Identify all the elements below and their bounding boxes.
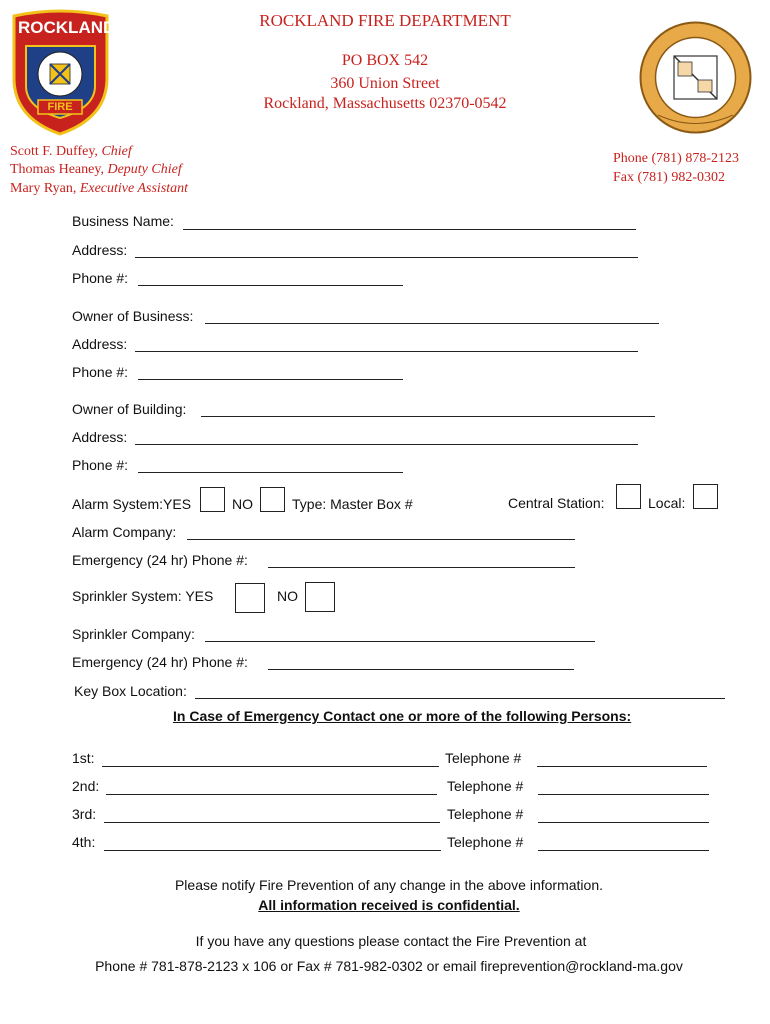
contact-2-name-field[interactable] xyxy=(106,794,437,795)
contact-3-name-field[interactable] xyxy=(104,822,440,823)
type-master-box-label: Type: Master Box # xyxy=(292,496,413,512)
alarm-emergency-phone-field[interactable] xyxy=(268,567,575,568)
contact-4-name-field[interactable] xyxy=(104,850,441,851)
owner-business-address-field[interactable] xyxy=(135,351,638,352)
po-box: PO BOX 542 xyxy=(341,52,429,69)
contact-2-label: 2nd: xyxy=(72,778,100,794)
alarm-system-label: Alarm System:YES xyxy=(72,496,192,512)
business-phone-label: Phone #: xyxy=(72,270,129,286)
confidential-text: All information received is confidential. xyxy=(258,897,520,913)
business-name-label: Business Name: xyxy=(72,213,174,229)
local-checkbox[interactable] xyxy=(693,484,718,509)
alarm-no-label: NO xyxy=(232,496,253,512)
sprinkler-no-checkbox[interactable] xyxy=(305,582,335,612)
owner-building-phone-label: Phone #: xyxy=(72,457,129,473)
contact-1-telephone-field[interactable] xyxy=(537,766,707,767)
owner-building-field[interactable] xyxy=(201,416,655,417)
central-station-label: Central Station: xyxy=(508,495,605,511)
sprinkler-company-field[interactable] xyxy=(205,641,595,642)
owner-building-label: Owner of Building: xyxy=(72,401,187,417)
owner-building-phone-field[interactable] xyxy=(138,472,403,473)
contact-2-telephone-label: Telephone # xyxy=(447,778,524,794)
key-box-location-label: Key Box Location: xyxy=(74,683,187,699)
contact-1-telephone-label: Telephone # xyxy=(445,750,522,766)
alarm-company-field[interactable] xyxy=(187,539,575,540)
sprinkler-no-label: NO xyxy=(277,588,298,604)
contact-4-telephone-label: Telephone # xyxy=(447,834,524,850)
logo-bottom-text: FIRE xyxy=(47,101,73,113)
street-address: 360 Union Street xyxy=(330,75,440,92)
staff-executive-assistant: Mary Ryan, Executive Assistant xyxy=(10,181,189,196)
business-address-label: Address: xyxy=(72,242,128,258)
logo-top-text: ROCKLAND xyxy=(18,18,116,37)
sprinkler-yes-checkbox[interactable] xyxy=(235,583,265,613)
questions-text: If you have any questions please contact the Fire Prevention at xyxy=(195,933,587,949)
contact-3-label: 3rd: xyxy=(72,806,97,822)
sprinkler-emergency-phone-label: Emergency (24 hr) Phone #: xyxy=(72,654,248,670)
business-address-field[interactable] xyxy=(135,257,638,258)
contact-3-telephone-label: Telephone # xyxy=(447,806,524,822)
alarm-company-label: Alarm Company: xyxy=(72,524,177,540)
alarm-yes-checkbox[interactable] xyxy=(200,487,225,512)
business-name-field[interactable] xyxy=(183,229,636,230)
notify-text: Please notify Fire Prevention of any change in the above information. xyxy=(174,877,604,893)
sprinkler-company-label: Sprinkler Company: xyxy=(72,626,195,642)
city-state-zip: Rockland, Massachusetts 02370-0542 xyxy=(263,95,507,112)
contact-4-telephone-field[interactable] xyxy=(538,850,709,851)
central-station-checkbox[interactable] xyxy=(616,484,641,509)
owner-business-field[interactable] xyxy=(205,323,659,324)
staff-deputy-chief: Thomas Heaney, Deputy Chief xyxy=(10,162,182,177)
owner-business-label: Owner of Business: xyxy=(72,308,194,324)
staff-chief: Scott F. Duffey, Chief xyxy=(10,144,132,159)
contact-1-label: 1st: xyxy=(72,750,95,766)
owner-building-address-field[interactable] xyxy=(135,444,638,445)
local-label: Local: xyxy=(648,495,686,511)
town-seal xyxy=(638,20,753,135)
department-name: ROCKLAND FIRE DEPARTMENT xyxy=(259,11,511,30)
contact-1-name-field[interactable] xyxy=(102,766,439,767)
contact-3-telephone-field[interactable] xyxy=(538,822,709,823)
contact-4-label: 4th: xyxy=(72,834,96,850)
owner-business-phone-label: Phone #: xyxy=(72,364,129,380)
fire-department-logo xyxy=(8,8,116,138)
owner-business-address-label: Address: xyxy=(72,336,128,352)
owner-building-address-label: Address: xyxy=(72,429,128,445)
business-phone-field[interactable] xyxy=(138,285,403,286)
owner-business-phone-field[interactable] xyxy=(138,379,403,380)
sprinkler-emergency-phone-field[interactable] xyxy=(268,669,574,670)
sprinkler-system-label: Sprinkler System: YES xyxy=(72,588,214,604)
emergency-contacts-heading: In Case of Emergency Contact one or more of the following Persons: xyxy=(173,708,632,724)
alarm-emergency-phone-label: Emergency (24 hr) Phone #: xyxy=(72,552,248,568)
alarm-no-checkbox[interactable] xyxy=(260,487,285,512)
key-box-location-field[interactable] xyxy=(195,698,725,699)
fire-prevention-contact-line: Phone # 781-878-2123 x 106 or Fax # 781-982-0302 or email fireprevention@rockland-ma.gov xyxy=(95,958,683,974)
department-fax: Fax (781) 982-0302 xyxy=(613,170,725,185)
department-phone: Phone (781) 878-2123 xyxy=(613,151,739,166)
contact-2-telephone-field[interactable] xyxy=(538,794,709,795)
